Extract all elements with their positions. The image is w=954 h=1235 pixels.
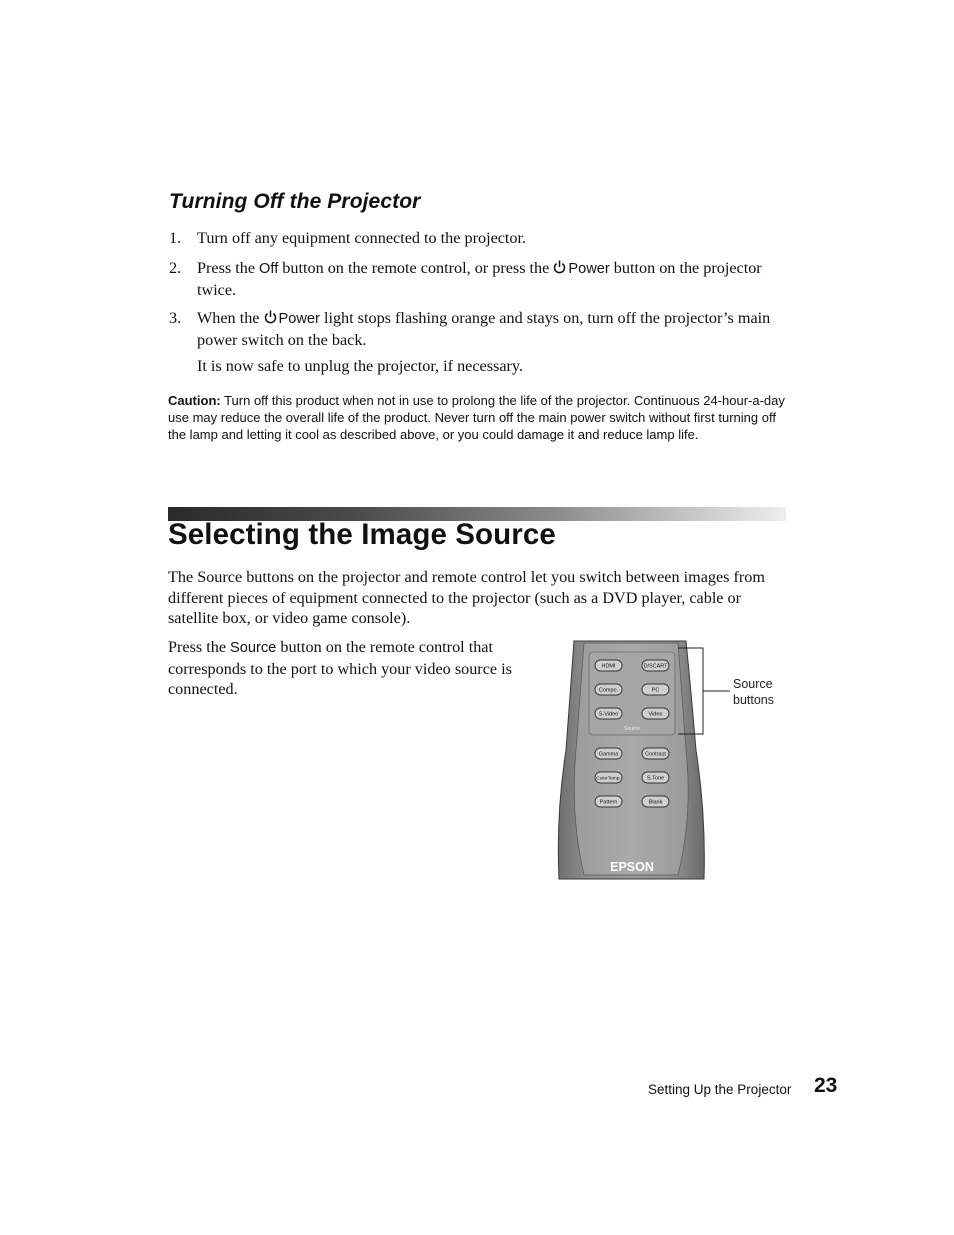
unplug-note: It is now safe to unplug the projector, if necessary. — [197, 357, 524, 375]
power-light-name: Power — [278, 311, 320, 327]
svg-text:ColorTemp.: ColorTemp. — [596, 776, 621, 782]
svg-text:HDMI: HDMI — [601, 663, 616, 670]
footer-section-title: Setting Up the Projector — [648, 1082, 792, 1097]
svg-text:PC: PC — [651, 687, 660, 694]
step-number: 1. — [169, 229, 182, 247]
page-number: 23 — [814, 1074, 838, 1097]
pc-button[interactable] — [642, 684, 669, 695]
gamma-button[interactable] — [595, 748, 622, 759]
step-number: 3. — [169, 309, 182, 327]
step-number: 2. — [169, 259, 182, 277]
compo-button[interactable] — [595, 684, 622, 695]
s-tone-button[interactable] — [642, 772, 669, 783]
source-instruction-paragraph: Press the Source button on the remote control that corresponds to the port to which your video source is connected. — [168, 638, 512, 698]
video-button[interactable] — [642, 708, 669, 719]
svg-text:Pattern: Pattern — [599, 799, 618, 806]
dscart-button[interactable] — [642, 660, 669, 671]
step-2 — [169, 258, 789, 300]
svg-text:Gamma: Gamma — [598, 751, 619, 758]
section-heading-image-source: Selecting the Image Source — [168, 518, 556, 551]
caution-note — [168, 392, 788, 443]
power-button-name: Power — [568, 261, 610, 277]
contrast-button[interactable] — [642, 748, 669, 759]
svg-text:D/SCART: D/SCART — [643, 663, 668, 670]
section-heading-turning-off: Turning Off the Projector — [169, 190, 421, 213]
step-3 — [169, 308, 789, 350]
svg-text:Contrast: Contrast — [645, 751, 666, 758]
source-button-name: Source — [230, 640, 277, 656]
pattern-button[interactable] — [595, 796, 622, 807]
svg-text:Video: Video — [648, 711, 663, 718]
svg-text:Compo.: Compo. — [598, 687, 619, 694]
step-text: When the Power light stops flashing orange and stays on, turn off the projector’s main power switch on the back. — [197, 309, 771, 349]
power-icon — [553, 259, 566, 275]
step-text: Turn off any equipment connected to the projector. — [197, 229, 527, 247]
source-intro-paragraph: The Source buttons on the projector and remote control let you switch between images from different pieces of equipment connected to the projector (such as a DVD player, cable or satellite box, or video game console). — [168, 568, 765, 627]
source-buttons-callout-bracket — [678, 646, 732, 736]
s-video-button[interactable] — [595, 708, 622, 719]
blank-button[interactable] — [642, 796, 669, 807]
off-button-name: Off — [259, 261, 279, 277]
svg-text:S-Video: S-Video — [598, 711, 619, 718]
color-temp-button[interactable] — [595, 772, 622, 783]
hdmi-button[interactable] — [595, 660, 622, 671]
power-icon — [264, 309, 277, 325]
caution-label: Caution: — [168, 393, 221, 408]
epson-logo: EPSON — [610, 860, 654, 874]
step-1 — [169, 228, 789, 249]
svg-text:Blank: Blank — [648, 799, 663, 806]
caution-text: Turn off this product when not in use to prolong the life of the projector. Continuous 24-hour-a-day use may reduce the overall life of the product. Never turn off the main power switch without first turning off the lamp and letting it cool as described above, or you could damage it and reduce lamp life. — [168, 393, 785, 442]
svg-text:S.Tone: S.Tone — [646, 775, 665, 782]
source-buttons-callout-label: Source buttons — [733, 677, 775, 707]
step-text: Press the Off button on the remote control, or press the Power button on the projector twice. — [197, 259, 762, 299]
source-panel-label: Source — [624, 726, 640, 732]
